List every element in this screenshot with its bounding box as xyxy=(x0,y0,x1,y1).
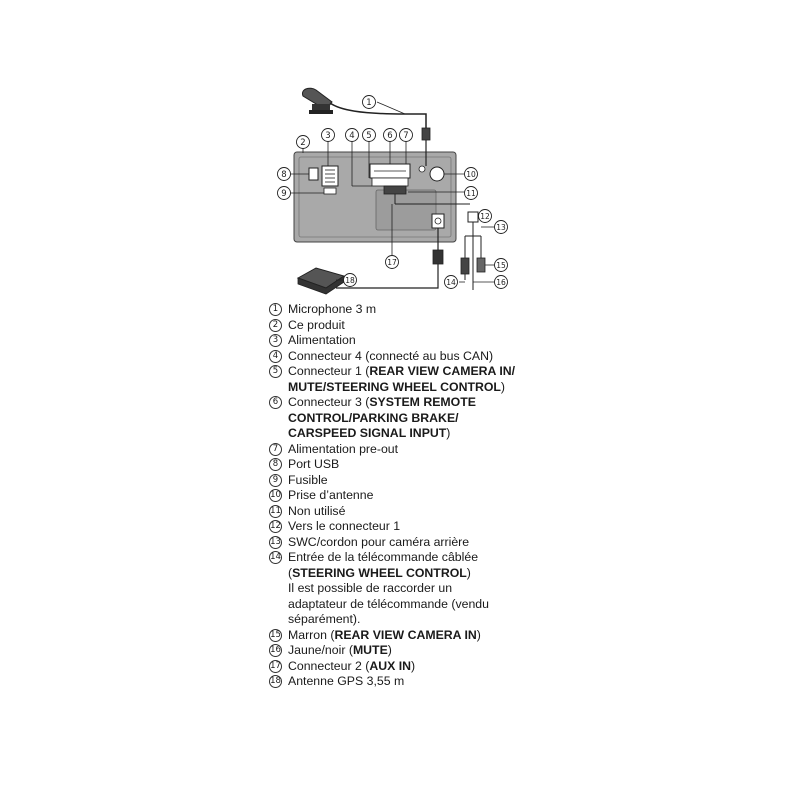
legend-number: 16 xyxy=(270,645,281,655)
legend-item-17 xyxy=(269,659,569,675)
legend-line xyxy=(288,488,569,504)
callout-18 xyxy=(344,274,357,287)
callout-15 xyxy=(495,259,508,272)
legend-number: 18 xyxy=(270,676,281,686)
callout-11 xyxy=(465,187,478,200)
svg-text:1: 1 xyxy=(366,98,372,108)
legend-line xyxy=(288,411,569,427)
legend-line xyxy=(288,581,569,597)
legend-item-9 xyxy=(269,473,569,489)
legend-number: 10 xyxy=(270,490,281,500)
svg-text:5: 5 xyxy=(366,131,372,141)
legend-number: 13 xyxy=(270,536,281,547)
legend-item-2 xyxy=(269,318,569,334)
callout-4 xyxy=(346,129,359,142)
legend-item-1 xyxy=(269,302,569,318)
legend-line xyxy=(288,519,569,535)
legend-item-16 xyxy=(269,643,569,659)
svg-text:15: 15 xyxy=(496,261,506,270)
legend-bold-text: MUTE xyxy=(352,643,388,657)
legend-number: 5 xyxy=(269,365,282,378)
legend-line xyxy=(288,395,569,411)
legend-number: 1 xyxy=(269,303,282,316)
svg-text:6: 6 xyxy=(387,131,393,141)
legend-line xyxy=(288,426,569,442)
legend-text: Antenne GPS 3,55 m xyxy=(288,674,405,688)
legend-item-5 xyxy=(269,364,569,395)
legend-text: Fusible xyxy=(288,472,328,487)
legend-text: SWC/cordon pour caméra arrière xyxy=(288,534,470,549)
legend-item-10 xyxy=(269,488,569,504)
legend-text: Connecteur 4 (connecté au bus CAN) xyxy=(288,348,494,363)
legend-number: 3 xyxy=(269,334,282,347)
legend-item-6 xyxy=(269,395,569,442)
legend-text: ) xyxy=(500,379,506,394)
callout-8 xyxy=(278,168,291,181)
legend-bold-text: CONTROL/PARKING BRAKE/ xyxy=(288,410,459,425)
legend-text: séparément). xyxy=(288,612,361,626)
legend-number: 11 xyxy=(270,505,281,516)
legend-text: Entrée de la télécommande câblée xyxy=(288,550,479,564)
legend-number: 8 xyxy=(269,458,282,471)
callout-5 xyxy=(363,129,376,142)
svg-text:11: 11 xyxy=(466,189,476,198)
legend-line xyxy=(288,318,569,334)
swc-cables xyxy=(461,212,485,290)
legend-line xyxy=(288,333,569,349)
legend-text: Alimentation xyxy=(288,333,356,347)
svg-text:18: 18 xyxy=(345,276,355,285)
callout-13 xyxy=(495,221,508,234)
legend-text: Vers le connecteur 1 xyxy=(288,519,401,533)
legend-line xyxy=(288,473,569,489)
legend-item-7 xyxy=(269,442,569,458)
callout-3 xyxy=(322,129,335,142)
callout-16 xyxy=(495,276,508,289)
svg-text:4: 4 xyxy=(349,131,355,141)
svg-text:10: 10 xyxy=(466,170,476,179)
callout-12 xyxy=(479,210,492,223)
legend-bold-text: REAR VIEW CAMERA IN xyxy=(334,627,477,642)
legend-item-3 xyxy=(269,333,569,349)
callout-7 xyxy=(400,129,413,142)
legend-bold-text: MUTE/STEERING WHEEL CONTROL xyxy=(288,379,501,394)
legend-text: ) xyxy=(387,643,392,657)
legend-line xyxy=(288,597,569,613)
legend-list xyxy=(269,302,569,690)
legend-line xyxy=(288,566,569,582)
legend-line xyxy=(288,302,569,318)
legend-line xyxy=(288,612,569,628)
legend-text: ) xyxy=(466,565,471,580)
svg-text:9: 9 xyxy=(281,189,287,199)
legend-text: ( xyxy=(288,565,293,580)
legend-text: Prise d’antenne xyxy=(288,488,374,502)
callout-9 xyxy=(278,187,291,200)
legend-text: Connecteur 1 ( xyxy=(288,364,370,378)
legend-text: Connecteur 2 ( xyxy=(288,658,370,673)
legend-line xyxy=(288,628,569,644)
legend-number: 4 xyxy=(269,350,282,363)
legend-number: 15 xyxy=(270,629,281,640)
svg-text:12: 12 xyxy=(480,212,490,221)
svg-text:7: 7 xyxy=(403,131,409,141)
svg-text:3: 3 xyxy=(325,131,331,141)
legend-number: 12 xyxy=(270,521,281,531)
legend-item-8 xyxy=(269,457,569,473)
legend-item-14 xyxy=(269,550,569,628)
svg-text:13: 13 xyxy=(496,223,506,232)
wiring-diagram xyxy=(0,0,790,300)
legend-line xyxy=(288,380,569,396)
svg-text:14: 14 xyxy=(446,278,456,287)
legend-number: 14 xyxy=(270,552,281,562)
legend-line xyxy=(288,442,569,458)
legend-line xyxy=(288,364,569,380)
legend-item-12 xyxy=(269,519,569,535)
legend-bold-text: CARSPEED SIGNAL INPUT xyxy=(288,426,447,440)
legend-text: Ce produit xyxy=(288,317,345,332)
legend-bold-text: AUX IN xyxy=(369,658,412,673)
callout-1 xyxy=(363,96,376,109)
legend-line xyxy=(288,674,569,690)
legend-text: ) xyxy=(446,426,451,440)
svg-text:2: 2 xyxy=(300,138,306,148)
legend-item-13 xyxy=(269,535,569,551)
callout-6 xyxy=(384,129,397,142)
callout-10 xyxy=(465,168,478,181)
legend-item-4 xyxy=(269,349,569,365)
svg-text:16: 16 xyxy=(496,278,506,287)
legend-line xyxy=(288,504,569,520)
legend-text: adaptateur de télécommande (vendu xyxy=(288,596,489,611)
legend-item-18 xyxy=(269,674,569,690)
legend-text: Port USB xyxy=(288,457,340,471)
legend-text: Alimentation pre-out xyxy=(288,441,399,456)
legend-number: 2 xyxy=(269,319,282,332)
legend-line xyxy=(288,349,569,365)
legend-line xyxy=(288,457,569,473)
legend-text: Jaune/noir ( xyxy=(288,643,353,657)
callout-14 xyxy=(445,276,458,289)
legend-line xyxy=(288,550,569,566)
legend-text: Il est possible de raccorder un xyxy=(288,581,453,595)
legend-text: ) xyxy=(411,658,416,673)
callout-17 xyxy=(386,256,399,269)
svg-text:17: 17 xyxy=(387,258,397,267)
legend-text: Marron ( xyxy=(288,627,335,642)
legend-line xyxy=(288,643,569,659)
legend-text: ) xyxy=(476,627,481,642)
legend-text: Microphone 3 m xyxy=(288,302,377,316)
legend-bold-text: REAR VIEW CAMERA IN/ xyxy=(369,364,516,378)
legend-text: Connecteur 3 ( xyxy=(288,395,370,409)
legend-item-15 xyxy=(269,628,569,644)
legend-number: 7 xyxy=(269,443,282,456)
callout-2 xyxy=(297,136,310,149)
legend-bold-text: STEERING WHEEL CONTROL xyxy=(292,565,467,580)
legend-number: 9 xyxy=(269,474,282,487)
legend-number: 17 xyxy=(270,660,281,671)
legend-line xyxy=(288,535,569,551)
legend-line xyxy=(288,659,569,675)
legend-item-11 xyxy=(269,504,569,520)
legend-text: Non utilisé xyxy=(288,503,346,518)
svg-text:8: 8 xyxy=(281,170,287,180)
legend-number: 6 xyxy=(269,396,282,409)
legend-bold-text: SYSTEM REMOTE xyxy=(369,395,476,409)
